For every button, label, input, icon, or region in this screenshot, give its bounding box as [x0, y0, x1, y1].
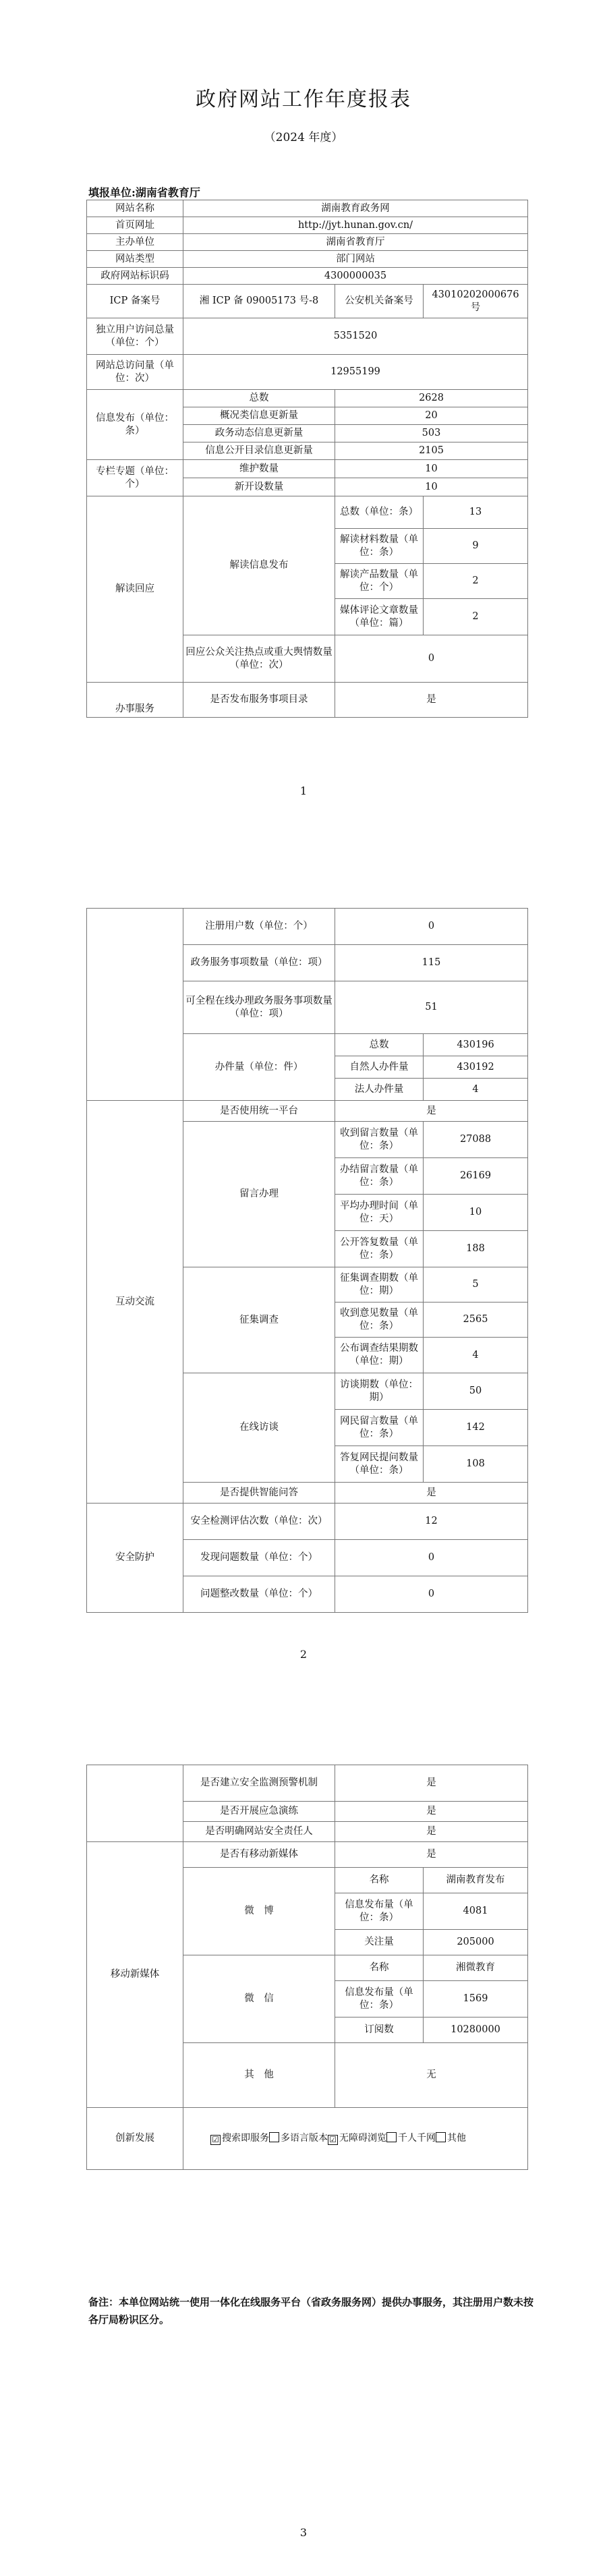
label: 征集调查	[183, 1267, 335, 1373]
label: 法人办件量	[335, 1079, 424, 1101]
empty-box-icon	[269, 2132, 279, 2142]
label: 微 博	[183, 1868, 335, 1955]
label: 网站名称	[87, 200, 183, 217]
value: 10	[424, 1195, 528, 1231]
report-table-page-1	[86, 200, 528, 718]
value: 4	[424, 1338, 528, 1373]
value: 湖南省教育厅	[183, 234, 528, 251]
checkbox-other[interactable]	[436, 2133, 466, 2144]
label	[87, 1765, 183, 1842]
label: 名称	[335, 1955, 424, 1981]
label: 是否发布服务事项目录	[183, 683, 335, 718]
value: 1569	[424, 1981, 528, 2017]
label: 信息发布（单位：条）	[87, 390, 183, 460]
value: 142	[424, 1410, 528, 1446]
value: 2105	[335, 442, 528, 460]
report-table-page-2	[86, 908, 528, 1613]
value: 是	[335, 1822, 528, 1842]
label: 其 他	[183, 2043, 335, 2108]
label: 公开答复数量（单位：条）	[335, 1231, 424, 1267]
label: 自然人办件量	[335, 1056, 424, 1079]
value: 是	[335, 1101, 528, 1122]
checked-box-icon: ☑	[328, 2135, 338, 2145]
value: 是	[335, 1483, 528, 1504]
label: 征集调查期数（单位：期）	[335, 1267, 424, 1303]
label: 在线访谈	[183, 1373, 335, 1483]
label: 是否提供智能问答	[183, 1483, 335, 1504]
label	[87, 909, 183, 1101]
label: 是否开展应急演练	[183, 1802, 335, 1822]
label: 新开设数量	[183, 478, 335, 496]
option-label: 多语言版本	[281, 2133, 328, 2144]
label: 办事服务	[87, 683, 183, 718]
label: 解读产品数量（单位：个）	[335, 564, 424, 599]
label: 问题整改数量（单位：个）	[183, 1576, 335, 1613]
value: 10	[335, 478, 528, 496]
label: 网民留言数量（单位：条）	[335, 1410, 424, 1446]
checkbox-personalized[interactable]	[386, 2133, 436, 2144]
label: 收到意见数量（单位：条）	[335, 1303, 424, 1338]
label: 解读信息发布	[183, 496, 335, 635]
label: 注册用户数（单位：个）	[183, 909, 335, 945]
label: 答复网民提问数量（单位：条）	[335, 1446, 424, 1483]
value: 205000	[424, 1930, 528, 1955]
label: 安全检测评估次数（单位：次）	[183, 1504, 335, 1540]
option-label: 其他	[447, 2133, 466, 2144]
value: 湖南教育政务网	[183, 200, 528, 217]
value: 5351520	[183, 318, 528, 355]
empty-box-icon	[386, 2132, 397, 2142]
label: 访谈期数（单位：期）	[335, 1373, 424, 1410]
innovation-options	[183, 2108, 528, 2170]
value: 是	[335, 683, 528, 718]
value: 湖南教育发布	[424, 1868, 528, 1893]
label: 独立用户访问总量（单位：个）	[87, 318, 183, 355]
checkbox-search-as-service[interactable]	[210, 2133, 269, 2144]
label: 解读材料数量（单位：条）	[335, 529, 424, 564]
label: 互动交流	[87, 1101, 183, 1504]
value: 部门网站	[183, 251, 528, 268]
option-label: 无障碍浏览	[339, 2133, 386, 2144]
label: 网站总访问量（单位：次）	[87, 355, 183, 390]
label: 是否有移动新媒体	[183, 1842, 335, 1868]
value: 43010202000676 号	[424, 285, 528, 318]
label: 政务动态信息更新量	[183, 425, 335, 442]
value: 0	[335, 635, 528, 683]
value: 430192	[424, 1056, 528, 1079]
label: 信息公开目录信息更新量	[183, 442, 335, 460]
value: 0	[335, 1540, 528, 1576]
value: 2	[424, 564, 528, 599]
value: 是	[335, 1842, 528, 1868]
value: 26169	[424, 1158, 528, 1195]
label: 首页网址	[87, 217, 183, 234]
value: 50	[424, 1373, 528, 1410]
value: 5	[424, 1267, 528, 1303]
label: 媒体评论文章数量（单位：篇）	[335, 599, 424, 635]
value: 12	[335, 1504, 528, 1540]
value: 2	[424, 599, 528, 635]
value: 湘 ICP 备 09005173 号-8	[183, 285, 335, 318]
label: 办结留言数量（单位：条）	[335, 1158, 424, 1195]
label: 回应公众关注热点或重大舆情数量（单位：次）	[183, 635, 335, 683]
value: 9	[424, 529, 528, 564]
value: 27088	[424, 1122, 528, 1158]
label: 可全程在线办理政务服务事项数量（单位：项）	[183, 981, 335, 1034]
value: 湘微教育	[424, 1955, 528, 1981]
report-year: （2024 年度）	[264, 131, 343, 144]
remarks: 备注：本单位网站统一使用一体化在线服务平台（省政务服务网）提供办事服务，其注册用户数未按各厅局粉识区分。	[88, 2296, 534, 2326]
label: 总数	[335, 1034, 424, 1056]
label: 是否使用统一平台	[183, 1101, 335, 1122]
label: 留言办理	[183, 1122, 335, 1267]
label: 信息发布量（单位：条）	[335, 1981, 424, 2017]
value: 0	[335, 909, 528, 945]
value: 是	[335, 1802, 528, 1822]
checkbox-multi-language[interactable]	[269, 2133, 328, 2144]
value: 4300000035	[183, 268, 528, 285]
label: 微 信	[183, 1955, 335, 2043]
page-title: 政府网站工作年度报表	[196, 88, 411, 111]
label: 维护数量	[183, 460, 335, 478]
value: 12955199	[183, 355, 528, 390]
label: 安全防护	[87, 1504, 183, 1613]
label: 名称	[335, 1868, 424, 1893]
option-label: 搜索即服务	[222, 2133, 269, 2144]
label: 解读回应	[87, 496, 183, 683]
checkbox-accessibility[interactable]	[328, 2133, 386, 2144]
page-number: 1	[299, 784, 308, 797]
label: 公布调查结果期数（单位：期）	[335, 1338, 424, 1373]
value: 10	[335, 460, 528, 478]
value: 503	[335, 425, 528, 442]
label: 政务服务事项数量（单位：项）	[183, 945, 335, 981]
value: 4081	[424, 1893, 528, 1930]
label: 公安机关备案号	[335, 285, 424, 318]
label: 信息发布量（单位：条）	[335, 1893, 424, 1930]
label: 是否建立安全监测预警机制	[183, 1765, 335, 1802]
value: 188	[424, 1231, 528, 1267]
value: 10280000	[424, 2017, 528, 2043]
value: http://jyt.hunan.gov.cn/	[183, 217, 528, 234]
value: 2565	[424, 1303, 528, 1338]
label: 发现问题数量（单位：个）	[183, 1540, 335, 1576]
label: 办件量（单位：件）	[183, 1034, 335, 1101]
report-table-page-3	[86, 1765, 528, 2170]
value: 4	[424, 1079, 528, 1101]
label: 网站类型	[87, 251, 183, 268]
value: 20	[335, 407, 528, 425]
checked-box-icon: ☑	[210, 2135, 221, 2145]
label: 收到留言数量（单位：条）	[335, 1122, 424, 1158]
value: 51	[335, 981, 528, 1034]
value: 115	[335, 945, 528, 981]
value: 0	[335, 1576, 528, 1613]
value: 13	[424, 496, 528, 529]
value: 430196	[424, 1034, 528, 1056]
value: 无	[335, 2043, 528, 2108]
label: 创新发展	[87, 2108, 183, 2170]
label: 主办单位	[87, 234, 183, 251]
label: 移动新媒体	[87, 1842, 183, 2108]
label: ICP 备案号	[87, 285, 183, 318]
value: 是	[335, 1765, 528, 1802]
value: 108	[424, 1446, 528, 1483]
page-number: 2	[299, 1648, 308, 1661]
label: 概况类信息更新量	[183, 407, 335, 425]
page-number: 3	[299, 2526, 308, 2539]
empty-box-icon	[436, 2132, 446, 2142]
option-label: 千人千网	[398, 2133, 436, 2144]
label: 总数	[183, 390, 335, 407]
label: 专栏专题（单位：个）	[87, 460, 183, 496]
label: 政府网站标识码	[87, 268, 183, 285]
label: 订阅数	[335, 2017, 424, 2043]
label: 总数（单位：条）	[335, 496, 424, 529]
label: 是否明确网站安全责任人	[183, 1822, 335, 1842]
label: 平均办理时间（单位：天）	[335, 1195, 424, 1231]
value: 2628	[335, 390, 528, 407]
reporting-unit: 填报单位:湖南省教育厅	[88, 186, 200, 199]
label: 关注量	[335, 1930, 424, 1955]
